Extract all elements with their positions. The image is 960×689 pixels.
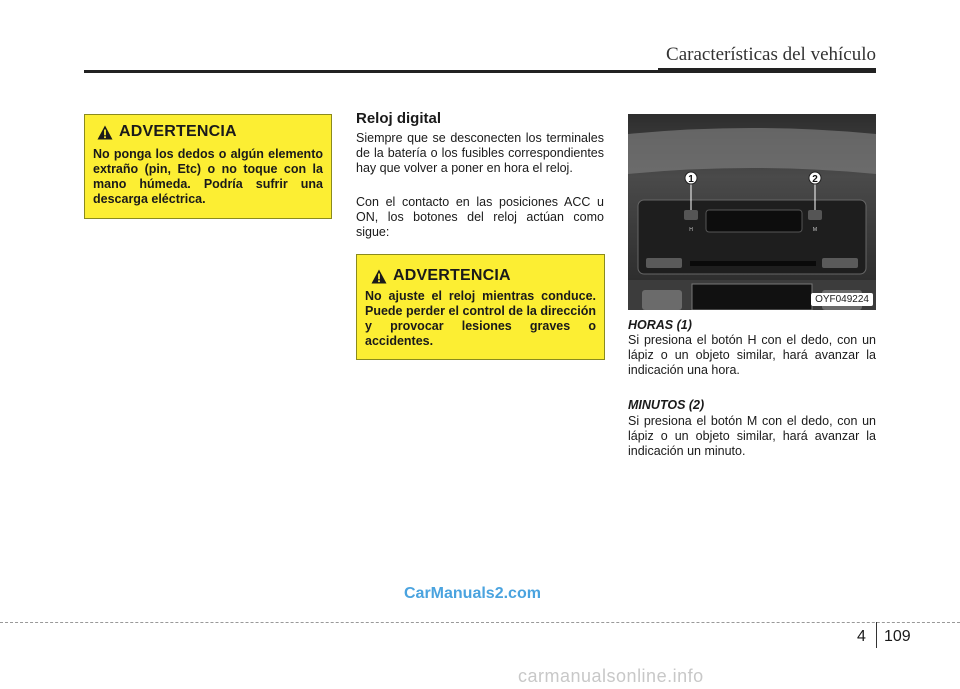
warning-box-driving — [356, 254, 605, 360]
callout-1-label: 1 — [688, 174, 694, 185]
button-h-label: H — [689, 227, 693, 233]
footer-dashed-rule — [0, 622, 960, 623]
warning-title: ADVERTENCIA — [393, 267, 511, 284]
page-number-divider — [876, 622, 877, 648]
reloj-paragraph-1: Siempre que se desconecten los terminales de la batería o los fusibles correspondientes hay que volver a poner en hora el reloj. — [356, 131, 604, 175]
warning-text: No ajuste el reloj mientras conduce. Puede perder el control de la dirección y provocar lesiones graves o accidentes. — [365, 289, 596, 348]
header-rule-accent — [658, 68, 876, 73]
subtitle-horas: HORAS (1) — [628, 318, 692, 332]
warning-triangle-icon — [97, 125, 113, 140]
warning-header — [97, 123, 237, 141]
page-number: 109 — [884, 628, 911, 645]
page-header-title: Características del vehículo — [666, 44, 876, 65]
dashboard-illustration — [628, 114, 876, 310]
subtitle-minutos: MINUTOS (2) — [628, 398, 705, 412]
photo-reference-code: OYF049224 — [811, 293, 873, 306]
horas-paragraph: Si presiona el botón H con el dedo, con un lápiz o un objeto similar, hará avanzar la indicación una hora. — [628, 333, 876, 377]
minutos-paragraph: Si presiona el botón M con el dedo, con un lápiz o un objeto similar, hará avanzar la indicación un minuto. — [628, 414, 876, 458]
warning-box-fingers — [84, 114, 332, 219]
button-m-label: M — [812, 227, 818, 233]
footer-site-link[interactable]: carmanualsonline.info — [518, 666, 704, 686]
dashboard-clock-photo — [628, 114, 876, 310]
warning-title: ADVERTENCIA — [119, 123, 237, 140]
warning-header — [371, 267, 511, 285]
watermark-link[interactable]: CarManuals2.com — [404, 585, 541, 602]
callout-2-label: 2 — [812, 174, 818, 185]
reloj-paragraph-2: Con el contacto en las posiciones ACC u ON, los botones del reloj actúan como sigue: — [356, 195, 604, 239]
warning-triangle-icon — [371, 269, 387, 284]
section-title-reloj: Reloj digital — [356, 110, 442, 127]
warning-text: No ponga los dedos o algún elemento extraño (pin, Etc) o no toque con la mano húmeda. Podría sufrir una descarga eléctrica. — [93, 147, 323, 206]
section-number: 4 — [857, 628, 866, 645]
